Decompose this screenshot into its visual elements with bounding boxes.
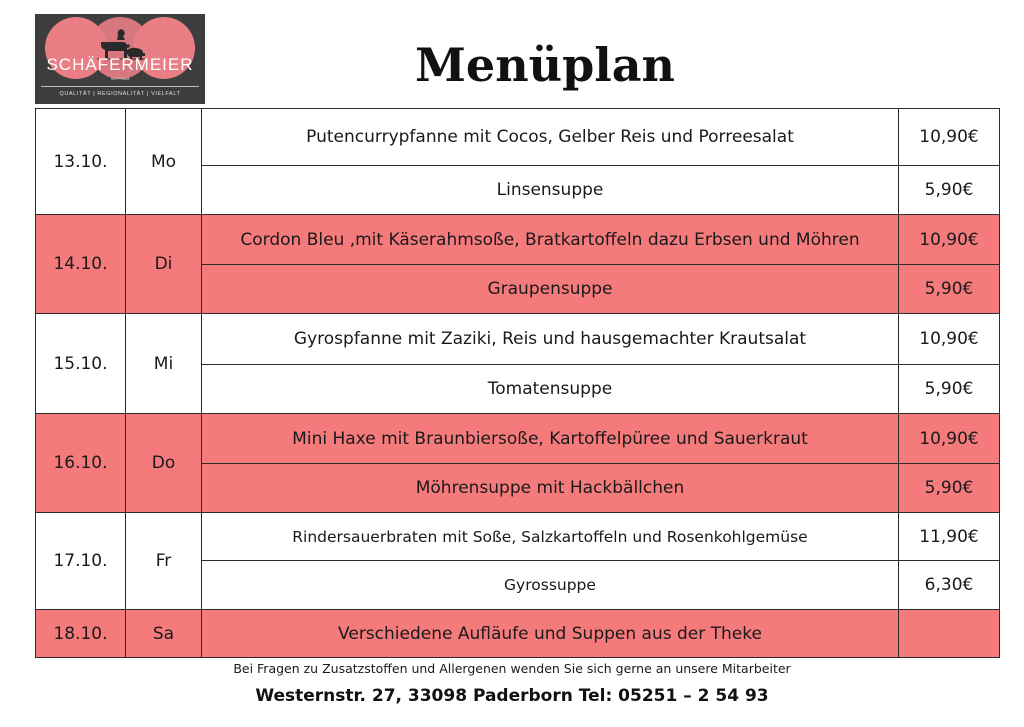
company-logo (35, 14, 205, 104)
menu-price: 5,90€ (899, 365, 1000, 414)
menu-date: 13.10. (36, 109, 126, 215)
menu-weekday: Mo (126, 109, 202, 215)
menu-date: 18.10. (36, 610, 126, 658)
menu-price: 6,30€ (899, 561, 1000, 610)
menu-date: 15.10. (36, 314, 126, 414)
logo-tagline: QUALITÄT | REGIONALITÄT | VIELFALT (59, 91, 181, 97)
menu-weekday: Mi (126, 314, 202, 414)
menu-dish: Mini Haxe mit Braunbiersoße, Kartoffelpüree und Sauerkraut (202, 414, 899, 464)
menu-date: 17.10. (36, 513, 126, 610)
menu-dish: Graupensuppe (202, 265, 899, 314)
menu-weekday: Fr (126, 513, 202, 610)
menu-row (36, 109, 1000, 166)
menu-dish: Cordon Bleu ,mit Käserahmsoße, Bratkartoffeln dazu Erbsen und Möhren (202, 215, 899, 265)
page-title: Menüplan (415, 38, 675, 92)
menu-dish: Tomatensuppe (202, 365, 899, 414)
logo-since: SEIT 1965 (110, 76, 130, 81)
menu-dish: Putencurrypfanne mit Cocos, Gelber Reis und Porreesalat (202, 109, 899, 166)
menu-dish: Rindersauerbraten mit Soße, Salzkartoffeln und Rosenkohlgemüse (202, 513, 899, 561)
logo-brand-name: SCHÄFERMEIER (46, 55, 194, 74)
menu-weekday: Do (126, 414, 202, 513)
menu-dish: Verschiedene Aufläufe und Suppen aus der Theke (202, 610, 899, 658)
menu-price: 10,90€ (899, 314, 1000, 365)
menu-dish: Linsensuppe (202, 166, 899, 215)
menu-row (36, 414, 1000, 464)
menu-weekday: Di (126, 215, 202, 314)
menu-table-body (36, 109, 1000, 658)
menu-dish: Möhrensuppe mit Hackbällchen (202, 464, 899, 513)
menu-price: 10,90€ (899, 414, 1000, 464)
menu-date: 16.10. (36, 414, 126, 513)
menu-dish: Gyrospfanne mit Zaziki, Reis und hausgemachter Krautsalat (202, 314, 899, 365)
menu-price: 10,90€ (899, 215, 1000, 265)
address-line: Westernstr. 27, 33098 Paderborn Tel: 05251 – 2 54 93 (255, 686, 769, 706)
menu-price: 10,90€ (899, 109, 1000, 166)
allergen-note: Bei Fragen zu Zusatzstoffen und Allergenen wenden Sie sich gerne an unsere Mitarbeiter (233, 661, 791, 676)
menu-row (36, 215, 1000, 265)
menu-date: 14.10. (36, 215, 126, 314)
menu-price: 5,90€ (899, 265, 1000, 314)
menu-price (899, 610, 1000, 658)
logo-divider (41, 86, 199, 87)
menu-row (36, 610, 1000, 658)
menu-price: 5,90€ (899, 166, 1000, 215)
menu-table (35, 108, 1000, 658)
menu-price: 11,90€ (899, 513, 1000, 561)
menu-weekday: Sa (126, 610, 202, 658)
menu-row (36, 314, 1000, 365)
menu-row (36, 513, 1000, 561)
menu-price: 5,90€ (899, 464, 1000, 513)
menu-dish: Gyrossuppe (202, 561, 899, 610)
